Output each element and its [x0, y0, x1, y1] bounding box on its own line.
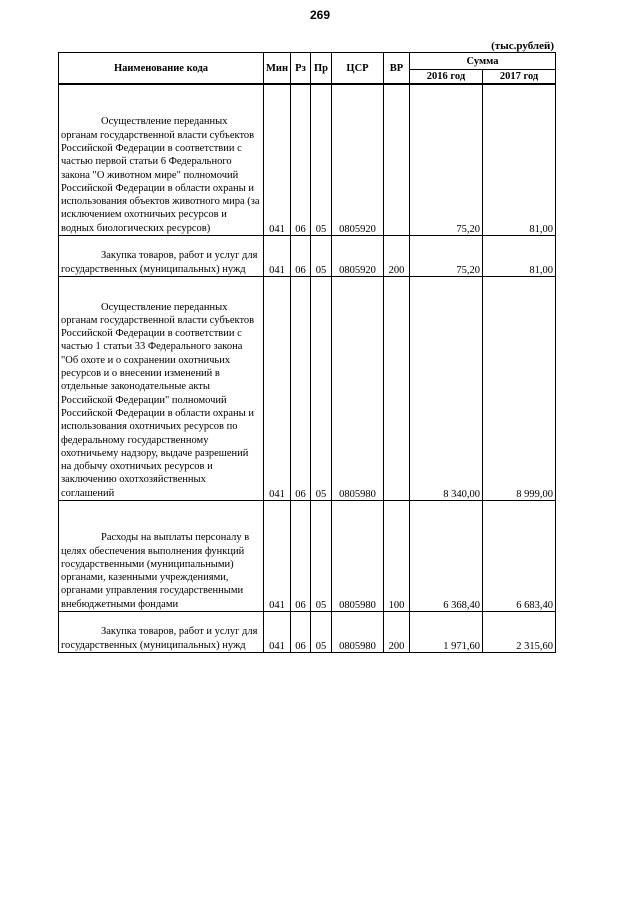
- row-rz: 06: [291, 84, 311, 236]
- row-pr: 05: [311, 277, 332, 501]
- header-pr: Пр: [311, 53, 332, 85]
- header-min: Мин: [264, 53, 291, 85]
- row-min: 041: [264, 501, 291, 612]
- header-2016: 2016 год: [410, 70, 483, 85]
- header-rz: Рз: [291, 53, 311, 85]
- row-2016: 1 971,60: [410, 612, 483, 653]
- row-csr: 0805980: [332, 277, 384, 501]
- row-csr: 0805980: [332, 501, 384, 612]
- row-rz: 06: [291, 501, 311, 612]
- page-number: 269: [309, 8, 331, 22]
- row-pr: 05: [311, 236, 332, 277]
- row-2017: 81,00: [483, 84, 556, 236]
- row-pr: 05: [311, 612, 332, 653]
- header-vr: ВР: [384, 53, 410, 85]
- budget-table: [58, 52, 556, 653]
- row-csr: 0805920: [332, 84, 384, 236]
- row-2016: 8 340,00: [410, 277, 483, 501]
- row-name: Расходы на выплаты персоналу в целях обеспечения выполнения функций государственными (муниципальными) органами, казенными учреждениями, органами управления государственными внебюджетными фондами: [59, 501, 264, 612]
- table-row: [59, 612, 556, 653]
- row-2016: 75,20: [410, 236, 483, 277]
- row-csr: 0805920: [332, 236, 384, 277]
- table-row: [59, 236, 556, 277]
- header-2017: 2017 год: [483, 70, 556, 85]
- row-vr: 200: [384, 236, 410, 277]
- units-label: (тыс.рублей): [491, 40, 554, 52]
- row-min: 041: [264, 236, 291, 277]
- row-min: 041: [264, 612, 291, 653]
- row-vr: 100: [384, 501, 410, 612]
- row-vr: 200: [384, 612, 410, 653]
- row-vr: [384, 84, 410, 236]
- table-row: [59, 84, 556, 236]
- row-2017: 8 999,00: [483, 277, 556, 501]
- row-2017: 6 683,40: [483, 501, 556, 612]
- table-row: [59, 501, 556, 612]
- row-pr: 05: [311, 501, 332, 612]
- row-pr: 05: [311, 84, 332, 236]
- table-row: [59, 277, 556, 501]
- row-name: Осуществление переданных органам государственной власти субъектов Российской Федерации в соответствии с частью первой статьи 6 Федерального закона "О животном мире" полномочий Российской Федерации в области охраны и использования объектов животного мира (за исключением охотничьих ресурсов и водных биологических ресурсов): [59, 84, 264, 236]
- row-name: Закупка товаров, работ и услуг для государственных (муниципальных) нужд: [59, 236, 264, 277]
- row-rz: 06: [291, 236, 311, 277]
- row-min: 041: [264, 84, 291, 236]
- row-2017: 81,00: [483, 236, 556, 277]
- header-sum: Сумма: [410, 53, 556, 70]
- row-min: 041: [264, 277, 291, 501]
- row-2017: 2 315,60: [483, 612, 556, 653]
- row-2016: 6 368,40: [410, 501, 483, 612]
- header-csr: ЦСР: [332, 53, 384, 85]
- row-vr: [384, 277, 410, 501]
- row-2016: 75,20: [410, 84, 483, 236]
- row-name: Закупка товаров, работ и услуг для государственных (муниципальных) нужд: [59, 612, 264, 653]
- row-rz: 06: [291, 277, 311, 501]
- row-rz: 06: [291, 612, 311, 653]
- header-name: Наименование кода: [59, 53, 264, 85]
- row-csr: 0805980: [332, 612, 384, 653]
- row-name: Осуществление переданных органам государственной власти субъектов Российской Федерации в соответствии с частью 1 статьи 33 Федерального закона "Об охоте и о сохранении охотничьих ресурсов и о внесении изменений в отдельные законодательные акты Российской Федерации" полномочий Российской Федерации в области охраны и использования охотничьих ресурсов по федеральному государственному охотничьему надзору, выдаче разрешений на добычу охотничьих ресурсов и заключению охотхозяйственных соглашений: [59, 277, 264, 501]
